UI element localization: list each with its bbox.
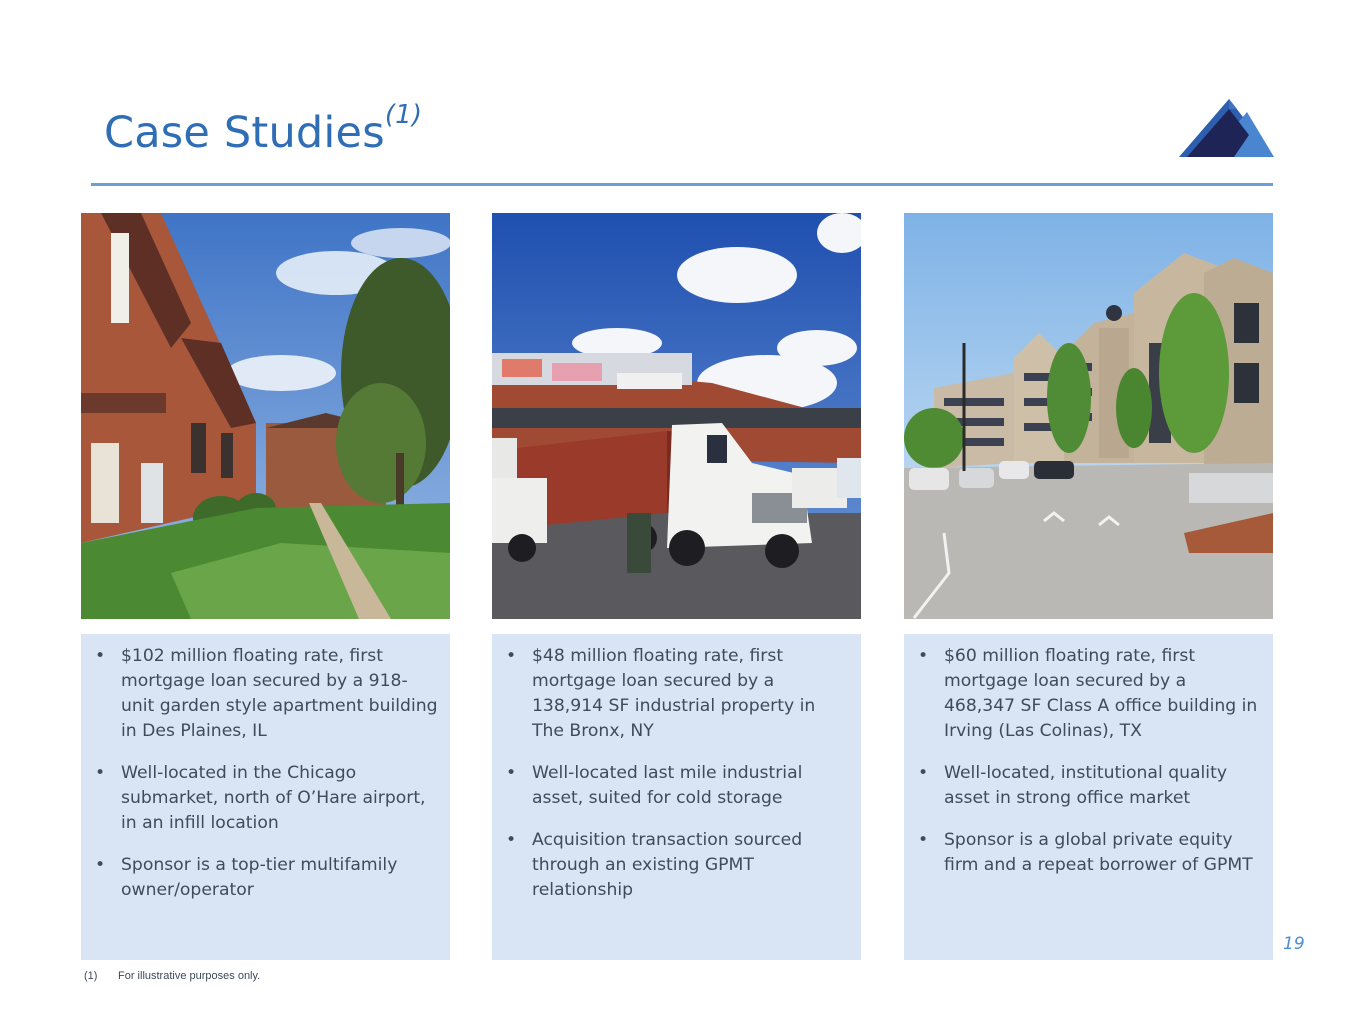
case-study-bullets <box>918 644 1261 878</box>
mountain-logo-icon <box>1179 97 1274 157</box>
bullet-sponsor: • Acquisition transaction sourced through an existing GPMT relationship <box>506 828 849 903</box>
title-footnote-marker: (1) <box>384 100 423 130</box>
bullet-location: • Well-located in the Chicago submarket, north of O’Hare airport, in an infill location <box>95 761 438 836</box>
page-title-text: Case Studies <box>104 108 385 158</box>
bullet-loan-summary: • $102 million floating rate, first mortgage loan secured by a 918-unit garden style apartment building in Des Plaines, IL <box>95 644 438 744</box>
bullet-location: • Well-located last mile industrial asset, suited for cold storage <box>506 761 849 811</box>
footnote <box>84 970 260 982</box>
case-study-card-irving <box>904 634 1273 960</box>
office-building-photo <box>904 213 1273 619</box>
case-study-bullets <box>506 644 849 903</box>
case-study-card-bronx <box>492 634 861 960</box>
bullet-loan-summary: • $48 million floating rate, first mortgage loan secured by a 138,914 SF industrial property in The Bronx, NY <box>506 644 849 744</box>
case-study-card-des-plaines <box>81 634 450 960</box>
page-title <box>104 100 423 158</box>
case-study-bullets <box>95 644 438 903</box>
footnote-number: (1) <box>84 970 98 982</box>
bullet-location: • Well-located, institutional quality asset in strong office market <box>918 761 1261 811</box>
bullet-sponsor: • Sponsor is a top-tier multifamily owner/operator <box>95 853 438 903</box>
footnote-text: For illustrative purposes only. <box>118 970 261 982</box>
page-number: 19 <box>1283 934 1305 954</box>
garden-apartment-photo <box>81 213 450 619</box>
bullet-sponsor: • Sponsor is a global private equity firm and a repeat borrower of GPMT <box>918 828 1261 878</box>
header-divider <box>91 183 1273 186</box>
industrial-truck-photo <box>492 213 861 619</box>
bullet-loan-summary: • $60 million floating rate, first mortgage loan secured by a 468,347 SF Class A office building in Irving (Las Colinas), TX <box>918 644 1261 744</box>
